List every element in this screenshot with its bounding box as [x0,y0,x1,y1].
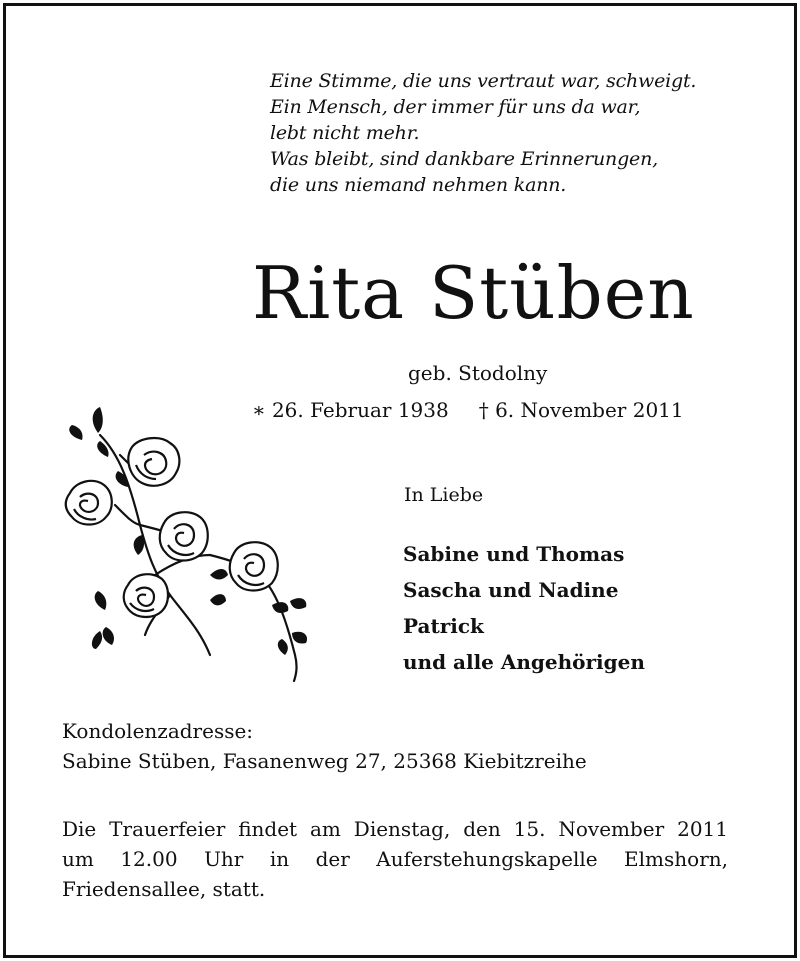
poem-line: Eine Stimme, die uns vertraut war, schweigt. [270,70,697,92]
poem-line: Was bleibt, sind dankbare Erinnerungen, [270,148,658,170]
poem-line: lebt nicht mehr. [270,122,420,144]
condolence-address-block [62,716,587,776]
mourner-name: Sabine und Thomas [403,542,625,566]
service-line: um 12.00 Uhr in der Auferstehungskapelle Elmshorn, [62,847,728,871]
mourner-name: und alle Angehörigen [403,650,645,674]
in-loving-memory-label: In Liebe [404,484,484,506]
deceased-name: Rita Stüben [252,251,695,335]
roses-illustration-icon [60,405,320,685]
poem [270,68,696,198]
condolence-label: Kondolenzadresse: [62,719,254,743]
death-date: † 6. November 2011 [478,398,684,422]
funeral-service-info [62,814,728,904]
maiden-name: geb. Stodolny [408,361,548,385]
service-line: Die Trauerfeier findet am Dienstag, den 15. November 2011 [62,817,728,841]
service-line: Friedensallee, statt. [62,877,266,901]
poem-line: Ein Mensch, der immer für uns da war, [270,96,641,118]
poem-line: die uns niemand nehmen kann. [270,174,567,196]
mourner-name: Sascha und Nadine [403,578,619,602]
birth-date: ∗ 26. Februar 1938 [252,398,449,422]
mourners-list [403,536,645,680]
condolence-address: Sabine Stüben, Fasanenweg 27, 25368 Kiebitzreihe [62,749,587,773]
mourner-name: Patrick [403,614,484,638]
